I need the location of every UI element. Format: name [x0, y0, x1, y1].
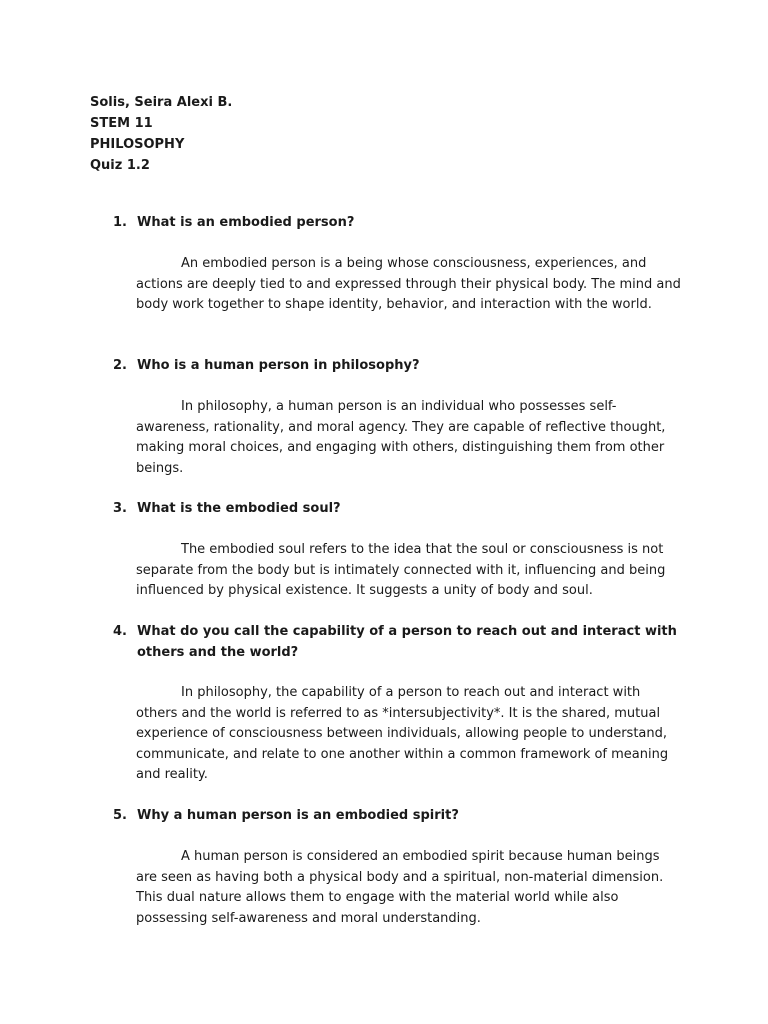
question-text: What do you call the capability of a person to reach out and interact with others and the world? [137, 624, 677, 660]
answer-3: The embodied soul refers to the idea that the soul or consciousness is not separate from the body but is intimately connected with it, influencing and being influenced by physical existence. It suggests a unity of body and soul. [136, 542, 666, 598]
question-number: 1. [113, 215, 127, 230]
question-number: 5. [113, 808, 127, 823]
student-strand: STEM 11 [90, 116, 153, 131]
question-text: Who is a human person in philosophy? [137, 358, 420, 373]
question-text: Why a human person is an embodied spirit? [137, 808, 459, 823]
question-number: 2. [113, 358, 127, 373]
question-text: What is an embodied person? [137, 215, 355, 230]
student-name: Solis, Seira Alexi B. [90, 95, 233, 110]
student-header [90, 92, 232, 176]
question-number: 3. [113, 501, 127, 516]
answer-4: In philosophy, the capability of a person to reach out and interact with others and the world is referred to as *intersubjectivity*. It is the shared, mutual experience of consciousness between individuals, allowing people to understand, communicate, and relate to one another within a common framework of meaning and reality. [136, 685, 669, 782]
answer-5: A human person is considered an embodied spirit because human beings are seen as having both a physical body and a spiritual, non-material dimension. This dual nature allows them to engage with the material world while also possessing self-awareness and moral understanding. [136, 849, 664, 926]
quiz-title: Quiz 1.2 [90, 158, 150, 173]
question-text: What is the embodied soul? [137, 501, 341, 516]
answer-1: An embodied person is a being whose consciousness, experiences, and actions are deeply tied to and expressed through their physical body. The mind and body work together to shape identity, behavior, and interaction with the world. [136, 256, 681, 312]
subject-title: PHILOSOPHY [90, 137, 185, 152]
answer-2: In philosophy, a human person is an individual who possesses self-awareness, rationality, and moral agency. They are capable of reflective thought, making moral choices, and engaging with others, distinguishing them from other beings. [136, 399, 666, 476]
question-number: 4. [113, 624, 127, 639]
